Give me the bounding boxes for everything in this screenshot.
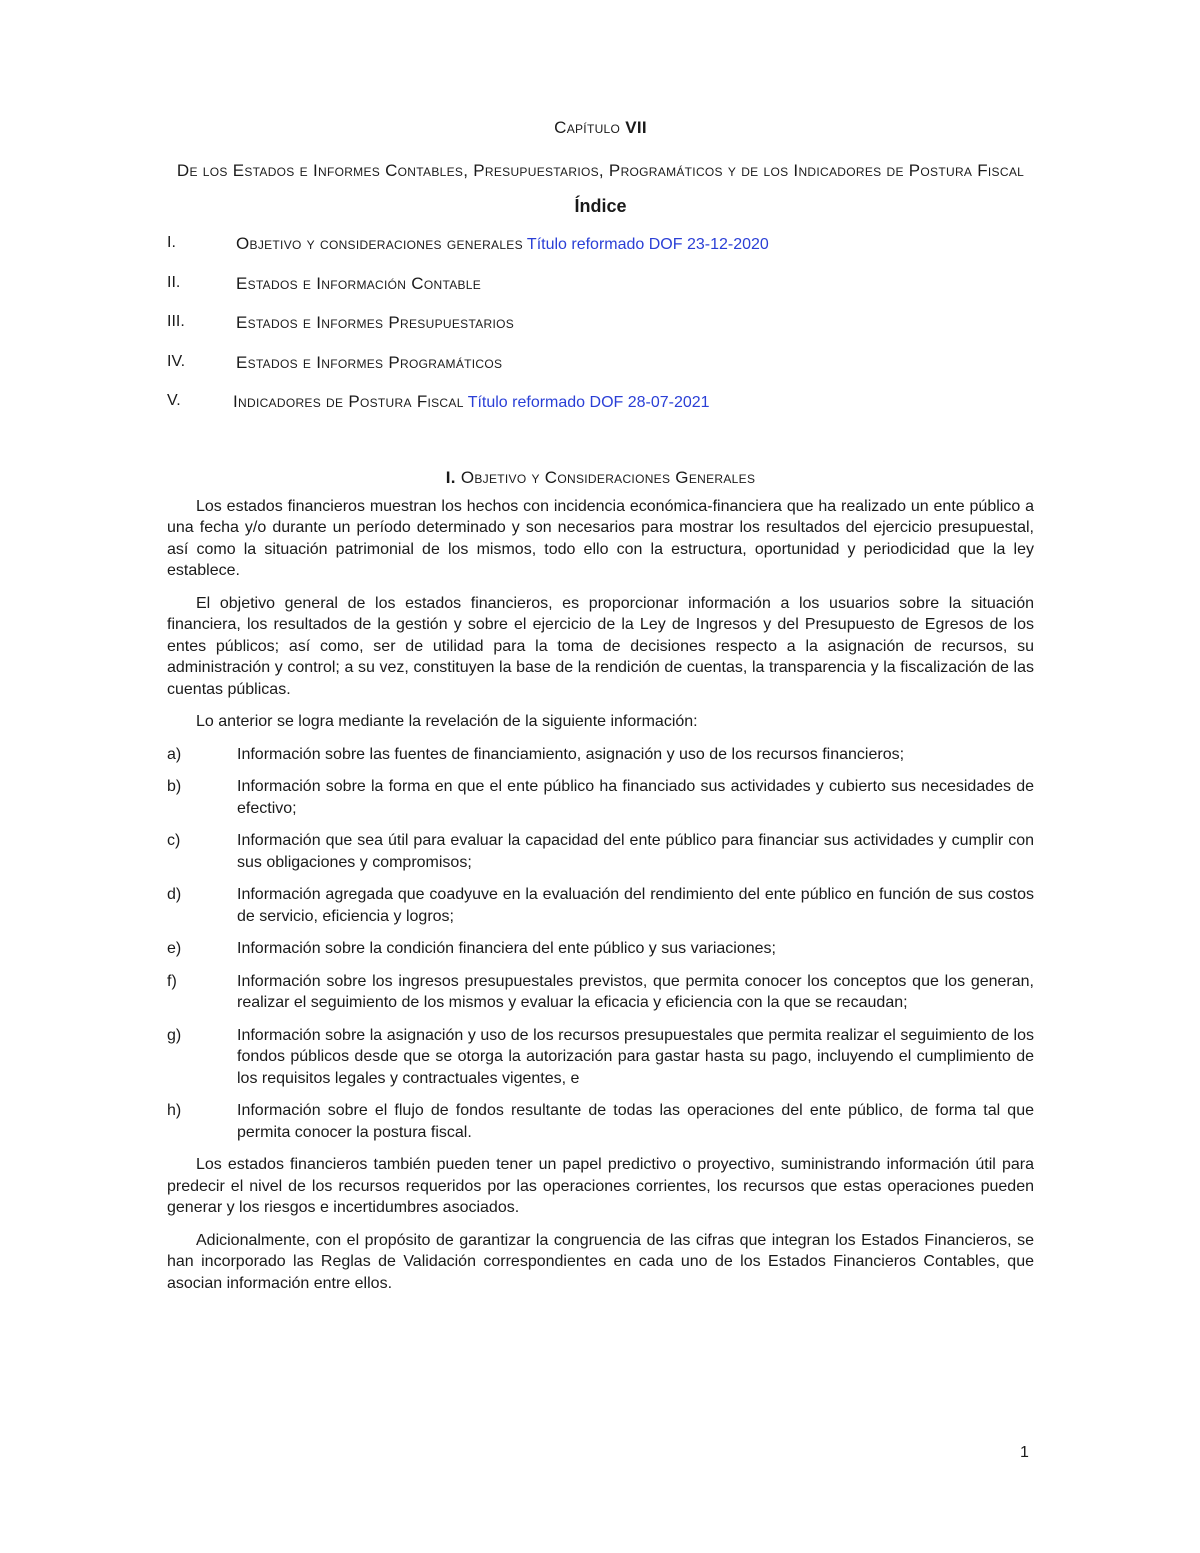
body-paragraph: Lo anterior se logra mediante la revelación de la siguiente información: [196, 713, 698, 730]
list-item-text: Información que sea útil para evaluar la capacidad del ente público para financiar sus actividades y cumplir con sus obligaciones y compromisos; [237, 832, 1034, 871]
chapter-subtitle: De los Estados e Informes Contables, Presupuestarios, Programáticos y de los Indicadores de Postura Fiscal [176, 161, 1025, 180]
list-item-letter: d) [167, 886, 182, 903]
chapter-label: Capítulo [554, 118, 621, 137]
page-number: 1 [1020, 1444, 1029, 1461]
toc-item [167, 234, 1034, 274]
toc-item [167, 313, 1034, 353]
toc-item-number: III. [167, 313, 185, 330]
table-of-contents [167, 234, 1034, 432]
list-item-text: Información sobre el flujo de fondos resultante de todas las operaciones del ente público, de forma tal que permita conocer la postura fiscal. [237, 1102, 1034, 1141]
toc-item [167, 392, 1034, 432]
toc-item-label: Estados e Informes Programáticos [236, 352, 503, 372]
list-item [167, 938, 1034, 960]
list-item-letter: h) [167, 1102, 182, 1119]
information-list [167, 744, 1034, 1144]
toc-item-note: Título reformado DOF 23-12-2020 [526, 236, 769, 253]
toc-item-number: II. [167, 273, 181, 291]
body-paragraph: Adicionalmente, con el propósito de garantizar la congruencia de las cifras que integran los Estados Financieros, se han incorporado las Reglas de Validación correspondientes en cada uno de los Estados Financieros Contables, que asocian información entre ellos. [167, 1231, 1034, 1292]
list-item-text: Información sobre la asignación y uso de los recursos presupuestales que permita realizar el seguimiento de los fondos públicos desde que se otorga la autorización para gastar hasta su pago, incluyendo el cumplimiento de los requisitos legales y contractuales vigentes, e [237, 1026, 1034, 1087]
index-title: Índice [574, 196, 627, 216]
toc-item-note: Título reformado DOF 28-07-2021 [467, 394, 710, 411]
list-item-text: Información sobre las fuentes de financiamiento, asignación y uso de los recursos financieros; [237, 745, 905, 763]
toc-item-number: V. [167, 392, 181, 409]
list-item-text: Información sobre los ingresos presupuestales previstos, que permita conocer los conceptos que los generan, realizar el seguimiento de los mismos y evaluar la eficacia y eficiencia con la que se recaudan; [237, 972, 1034, 1011]
list-item-letter: f) [167, 972, 177, 990]
list-item [167, 1025, 1034, 1090]
list-item-text: Información agregada que coadyuve en la evaluación del rendimiento del ente público en función de sus costos de servicio, eficiencia y logros; [237, 886, 1034, 925]
list-item [167, 776, 1034, 819]
list-item-text: Información sobre la condición financiera del ente público y sus variaciones; [237, 940, 776, 957]
body-paragraph: Los estados financieros muestran los hechos con incidencia económica-financiera que ha realizado un ente público a una fecha y/o durante un período determinado y son necesarios para mostrar los resultados del ejercicio presupuestal, así como la situación patrimonial de los mismos, todo ello con la estructura, oportunidad y periodicidad que la ley establece. [167, 497, 1034, 579]
list-item [167, 830, 1034, 873]
toc-item [167, 274, 1034, 314]
toc-item-label: Estados e Información Contable [236, 273, 482, 293]
chapter-heading [167, 118, 1034, 138]
list-item-letter: e) [167, 940, 182, 957]
list-item [167, 884, 1034, 927]
list-item [167, 971, 1034, 1014]
list-item-letter: c) [167, 832, 181, 849]
section-number: I. [445, 467, 456, 487]
chapter-number: VII [625, 118, 647, 137]
list-item-letter: a) [167, 745, 182, 763]
list-item [167, 1100, 1034, 1143]
toc-item-label: Objetivo y consideraciones generales [236, 234, 523, 253]
body-paragraph: El objetivo general de los estados financieros, es proporcionar información a los usuarios sobre la situación financiera, los resultados de la gestión y sobre el ejercicio de la Ley de Ingresos y del Presupuesto de Egresos de los entes públicos; así como, ser de utilidad para la toma de decisiones respecto a la asignación de recursos, su administración y control; a su vez, constituyen la base de la rendición de cuentas, la transparencia y la fiscalización de las cuentas públicas. [167, 594, 1034, 698]
toc-item [167, 353, 1034, 393]
body-paragraph: Los estados financieros también pueden tener un papel predictivo o proyectivo, suministrando información útil para predecir el nivel de los recursos requeridos por las operaciones corrientes, los recursos que estas operaciones pueden generar y los riesgos e incertidumbres asociados. [167, 1156, 1034, 1216]
toc-item-label: Indicadores de Postura Fiscal [233, 392, 464, 411]
toc-item-number: IV. [167, 352, 186, 370]
section-heading [167, 468, 1034, 488]
toc-item-label: Estados e Informes Presupuestarios [236, 313, 515, 332]
document-page [167, 118, 1034, 1305]
list-item [167, 744, 1034, 766]
list-item-letter: b) [167, 778, 182, 795]
list-item-letter: g) [167, 1026, 182, 1044]
section-title: Objetivo y Consideraciones Generales [460, 467, 756, 487]
list-item-text: Información sobre la forma en que el ente público ha financiado sus actividades y cubierto sus necesidades de efectivo; [237, 778, 1034, 817]
toc-item-number: I. [167, 234, 176, 251]
